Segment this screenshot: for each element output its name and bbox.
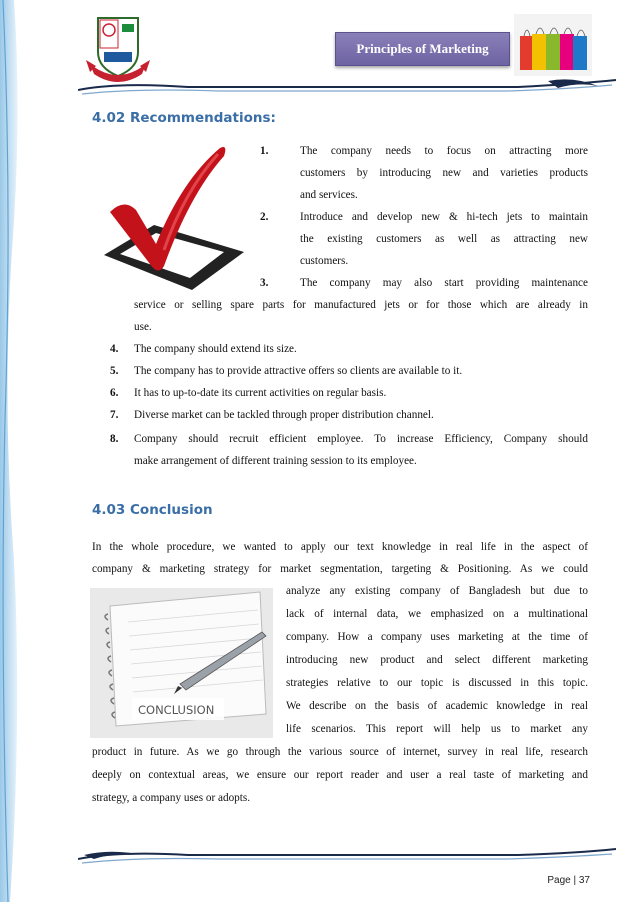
conclusion-line-12: strategy, a company uses or adopts. [92,792,251,804]
conclusion-line-7: strategies relative to our topic is discussed in this topic. [286,677,588,689]
rec-item-5-line-1: The company has to provide attractive offers so clients are available to it. [134,365,463,377]
rec-item-6-line-1: It has to up-to-date its current activities on regular basis. [134,387,387,399]
conclusion-line-11: deeply on contextual areas, we ensure our report reader and user a real taste of marketing and [92,769,588,781]
rec-item-1-line-2: customers by introducing new and varieties products [300,167,588,179]
rec-item-2-line-1: Introduce and develop new & hi-tech jets to maintain [300,211,588,223]
conclusion-notebook-image [90,588,273,738]
checkmark-icon [94,140,254,295]
conclusion-line-4: lack of internal data, we emphasized on a multinational [286,608,588,620]
rec-number-6: 6. [110,387,119,399]
rec-item-1-line-3: and services. [300,189,358,201]
rec-number-7: 7. [110,409,119,421]
header-title: Principles of Marketing [335,32,510,66]
rec-item-8-line-1: Company should recruit efficient employee. To increase Efficiency, Company should [134,433,588,445]
rec-item-1-line-1: The company needs to focus on attracting more [300,145,588,157]
conclusion-heading: 4.03 Conclusion [92,502,213,518]
rec-item-3-line-2: service or selling spare parts for manufactured jets or for those which are already in [134,299,588,311]
bottom-ornament-divider [78,845,616,865]
conclusion-line-6: introducing new product and select different marketing [286,654,588,666]
rec-item-4-line-1: The company should extend its size. [134,343,297,355]
conclusion-line-3: analyze any existing company of Bangladesh but due to [286,585,588,597]
conclusion-line-10: product in future. As we go through the various source of internet, survey in real life, research [92,746,588,758]
rec-item-8-line-2: make arrangement of different training session to its employee. [134,455,417,467]
conclusion-line-2: company & marketing strategy for market segmentation, targeting & Positioning. As we could [92,563,588,575]
left-wave-decoration [0,0,22,902]
conclusion-image-label: CONCLUSION [138,703,215,717]
rec-item-3-line-3: use. [134,321,152,333]
rec-item-2-line-3: customers. [300,255,349,267]
rec-number-4: 4. [110,343,119,355]
shopping-bags-image [514,14,592,76]
rec-number-5: 5. [110,365,119,377]
university-logo [82,12,154,84]
rec-number-2: 2. [260,211,269,223]
conclusion-line-8: We describe on the basis of academic knowledge in real [286,700,588,712]
rec-item-7-line-1: Diverse market can be tackled through proper distribution channel. [134,409,434,421]
rec-item-3-line-1: The company may also start providing maintenance [300,277,588,289]
recommendations-heading: 4.02 Recommendations: [92,110,276,126]
page-number: Page | 37 [547,875,590,886]
rec-item-2-line-2: the existing customers as well as attracting new [300,233,588,245]
top-ornament-divider [78,78,616,100]
rec-number-1: 1. [260,145,269,157]
conclusion-line-1: In the whole procedure, we wanted to apply our text knowledge in real life in the aspect of [92,541,588,553]
rec-number-8: 8. [110,433,119,445]
conclusion-line-9: life scenarios. This report will help us to market any [286,723,588,735]
rec-number-3: 3. [260,277,269,289]
conclusion-line-5: company. How a company uses marketing at the time of [286,631,588,643]
